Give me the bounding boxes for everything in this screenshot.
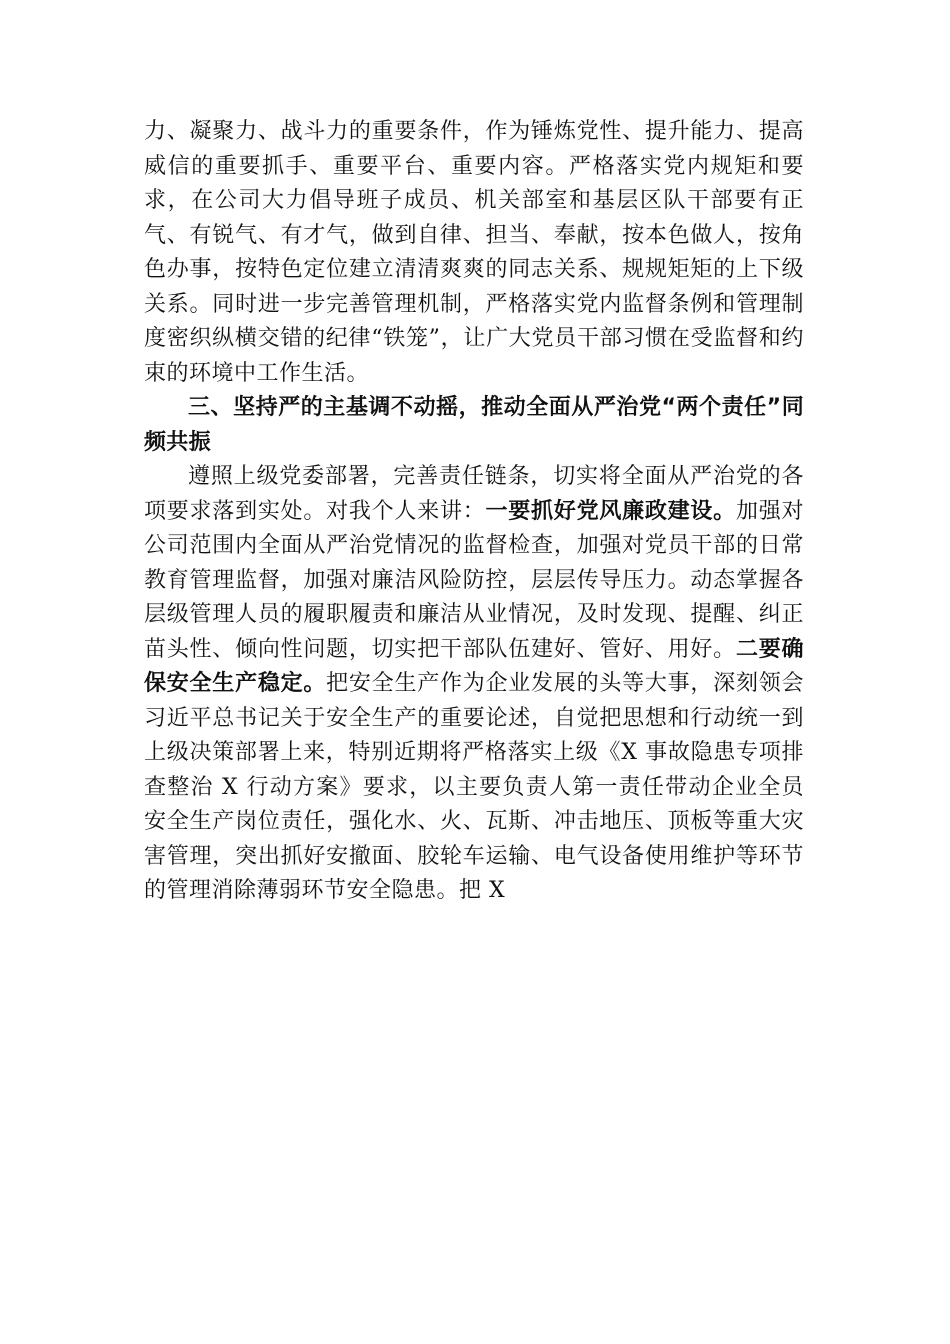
point-2-body: 把安全生产作为企业发展的头等大事，深刻领会习近平总书记关于安全生产的重要论述，自觉把思想和行动统一到上级决策部署上来，特别近期将严格落实上级《X 事故隐患专项排查整治 X 行动方案》要求，以主要负责人第一责任带动企业全员安全生产岗位责任，强化水、火、瓦斯、冲击地压、顶板等重大灾害管理，突出抓好安撤面、胶轮车运输、电气设备使用维护等环节的管理消除薄弱环节安全隐患。把 X [144,671,804,903]
point-2-title: 二要确保安全生产稳定。 [144,636,804,696]
paragraph-continuation: 力、凝聚力、战斗力的重要条件，作为锤炼党性、提升能力、提高威信的重要抓手、重要平台、重要内容。严格落实党内规矩和要求，在公司大力倡导班子成员、机关部室和基层区队干部要有正气、有锐气、有才气，做到自律、担当、奉献，按本色做人，按角色办事，按特色定位建立清清爽爽的同志关系、规规矩矩的上下级关系。同时进一步完善管理机制，严格落实党内监督条例和管理制度密织纵横交错的纪律“铁笼”，让广大党员干部习惯在受监督和约束的环境中工作生活。 [144,119,804,386]
point-1-title: 一要抓好党风廉政建设。 [485,498,736,524]
paragraph-responsibilities [144,460,804,909]
paragraph-intro: 遵照上级党委部署，完善责任链条，切实将全面从严治党的各项要求落到实处。对我个人来讲： [144,464,804,524]
point-1-body: 加强对公司范围内全面从严治党情况的监督检查，加强对党员干部的日常教育管理监督，加强对廉洁风险防控，层层传导压力。动态掌握各层级管理人员的履职履责和廉洁从业情况，及时发现、提醒、纠正苗头性、倾向性问题，切实把干部队伍建好、管好、用好。 [144,498,804,662]
document-body [144,115,804,909]
section-heading-3: 三、坚持严的主基调不动摇，推动全面从严治党“两个责任”同频共振 [144,395,804,455]
